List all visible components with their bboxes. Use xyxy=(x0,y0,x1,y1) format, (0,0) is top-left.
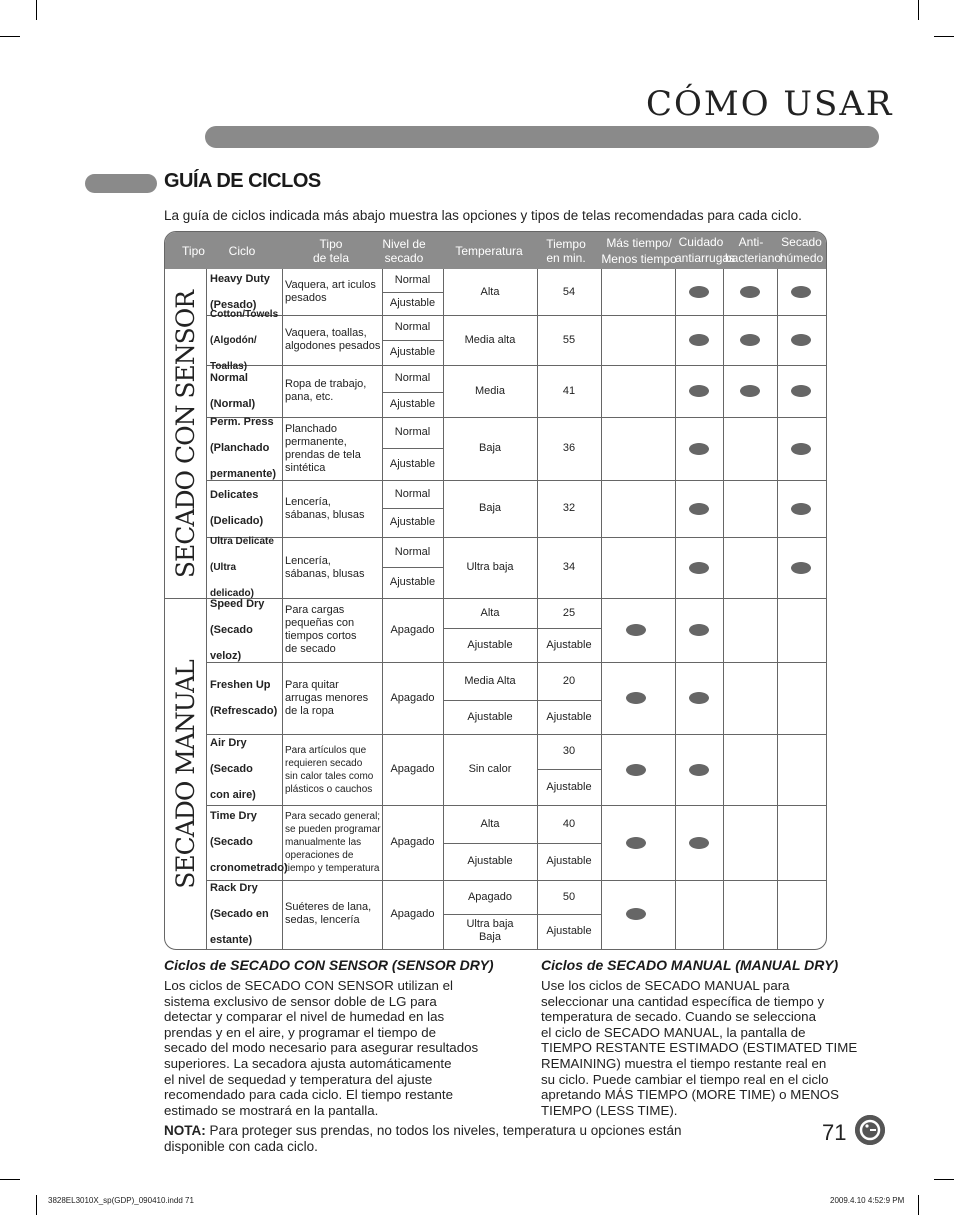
sensor-heading: Ciclos de SECADO CON SENSOR (SENSOR DRY) xyxy=(164,957,494,973)
level-cell: Apagado xyxy=(390,623,435,636)
time-cell: Ajustable xyxy=(546,924,592,937)
temp-cell: Apagado xyxy=(467,890,513,903)
option-dot xyxy=(791,562,811,574)
temp-cell: Sin calor xyxy=(468,763,512,775)
temp-cell: Media xyxy=(475,384,505,397)
level-cell: Normal xyxy=(394,321,431,333)
header-secado: Secado húmedo xyxy=(779,235,824,265)
temp-cell: Ajustable xyxy=(467,855,513,867)
table-line xyxy=(537,628,601,629)
time-cell: Ajustable xyxy=(546,710,592,723)
table-header xyxy=(165,232,826,269)
note-label: NOTA: xyxy=(164,1123,206,1138)
table-line xyxy=(537,914,601,915)
table-line xyxy=(382,508,443,509)
crop-mark xyxy=(934,1179,954,1180)
level-cell: Apagado xyxy=(390,691,435,704)
table-line xyxy=(382,567,443,568)
option-dot xyxy=(791,503,811,515)
option-dot xyxy=(689,837,709,849)
fabric-cell: Para artículos que requieren secado sin calor tales como plásticos o cauchos xyxy=(285,744,374,795)
cycle-name: Delicates (Delicado) xyxy=(210,489,264,527)
header-anti: Anti- bacteriano xyxy=(725,235,782,265)
level-cell: Ajustable xyxy=(389,346,436,358)
cycle-name: Rack Dry (Secado en estante) xyxy=(210,881,269,946)
header-temperatura: Temperatura xyxy=(455,244,523,258)
table-line xyxy=(443,843,537,844)
table-line xyxy=(537,700,601,701)
level-cell: Apagado xyxy=(390,836,435,848)
header-tipo-tela: Tipo de tela xyxy=(312,237,350,265)
table-line xyxy=(382,448,443,449)
time-cell: Ajustable xyxy=(546,780,592,793)
table-line xyxy=(601,269,602,949)
cycle-name: Perm. Press (Planchado permanente) xyxy=(210,416,277,480)
header-tiempo: Tiempo en min. xyxy=(546,237,586,265)
cycle-name: Normal (Normal) xyxy=(210,371,256,410)
option-dot xyxy=(689,443,709,455)
level-cell: Normal xyxy=(394,274,431,286)
footer-file: 3828EL3010X_sp(GDP)_090410.indd 71 xyxy=(48,1196,194,1205)
fabric-cell: Vaquera, toallas, algodones pesados xyxy=(285,327,381,352)
level-cell: Ajustable xyxy=(389,457,436,470)
table-line xyxy=(206,269,207,949)
cycle-name: Ultra Delicate (Ultra delicado) xyxy=(210,536,274,599)
option-dot xyxy=(689,334,709,346)
temp-cell: Alta xyxy=(480,606,500,619)
crop-mark xyxy=(0,36,20,37)
option-dot xyxy=(689,503,709,515)
time-cell: 40 xyxy=(562,817,576,830)
section-title: GUÍA DE CICLOS xyxy=(164,170,321,192)
table-line xyxy=(382,340,443,341)
temp-cell: Media alta xyxy=(464,333,516,346)
time-cell: Ajustable xyxy=(546,855,592,867)
table-line xyxy=(443,700,537,701)
option-dot xyxy=(626,624,646,636)
option-dot xyxy=(689,692,709,704)
level-cell: Normal xyxy=(394,426,431,438)
time-cell: 20 xyxy=(562,674,576,687)
temp-cell: Ajustable xyxy=(467,638,513,651)
header-nivel: Nivel de secado xyxy=(382,237,426,265)
level-cell: Normal xyxy=(394,487,431,500)
intro-text: La guía de ciclos indicada más abajo muestra las opciones y tipos de telas recomendadas para cada ciclo. xyxy=(164,208,802,223)
lg-logo xyxy=(855,1115,885,1145)
option-dot xyxy=(689,562,709,574)
header-bar xyxy=(205,126,879,148)
temp-cell: Ajustable xyxy=(467,710,513,723)
option-dot xyxy=(626,837,646,849)
table-line xyxy=(723,269,724,949)
table-line xyxy=(675,269,676,949)
crop-mark xyxy=(36,1195,37,1215)
cycle-name: Time Dry (Secado cronometrado) xyxy=(210,810,288,874)
time-cell: 55 xyxy=(562,333,576,346)
crop-mark xyxy=(918,0,919,20)
option-dot xyxy=(740,334,760,346)
table-line xyxy=(443,628,537,629)
crop-mark xyxy=(36,0,37,20)
temp-cell: Alta xyxy=(480,285,500,298)
option-dot xyxy=(626,764,646,776)
cycle-name: Heavy Duty (Pesado) xyxy=(210,272,270,311)
time-cell: 34 xyxy=(562,561,576,573)
cycle-table xyxy=(164,231,827,950)
page-title: CÓMO USAR xyxy=(646,84,894,124)
time-cell: 30 xyxy=(562,745,576,757)
option-dot xyxy=(791,385,811,397)
option-dot xyxy=(626,908,646,920)
table-line xyxy=(382,392,443,393)
header-ciclo: Ciclo xyxy=(228,244,256,258)
table-line xyxy=(777,269,778,949)
time-cell: 54 xyxy=(562,285,576,298)
fabric-cell: Para quitar arrugas menores de la ropa xyxy=(285,678,369,717)
note xyxy=(164,1123,744,1155)
side-label-manual: SECADO MANUAL xyxy=(171,659,200,889)
temp-cell: Ultra baja xyxy=(466,561,514,573)
fabric-cell: Lencería, sábanas, blusas xyxy=(285,495,365,521)
crop-mark xyxy=(934,36,954,37)
time-cell: 50 xyxy=(562,890,576,903)
level-cell: Ajustable xyxy=(389,516,436,528)
option-dot xyxy=(791,334,811,346)
temp-cell: Baja xyxy=(478,502,502,514)
cycle-name: Speed Dry (Secado veloz) xyxy=(210,597,265,662)
table-line xyxy=(537,843,601,844)
temp-cell: Baja xyxy=(478,442,502,454)
section-pill xyxy=(85,174,157,193)
fabric-cell: Ropa de trabajo, pana, etc. xyxy=(285,378,367,403)
level-cell: Ajustable xyxy=(389,576,436,588)
fabric-cell: Planchado permanente, prendas de tela sintética xyxy=(285,422,361,474)
side-label-sensor: SECADO CON SENSOR xyxy=(171,290,200,578)
note-text: Para proteger sus prendas, no todos los niveles, temperatura u opciones están disponible con cada ciclo. xyxy=(164,1123,682,1154)
temp-cell: Alta xyxy=(480,817,500,830)
manual-heading: Ciclos de SECADO MANUAL (MANUAL DRY) xyxy=(541,957,839,973)
level-cell: Apagado xyxy=(390,763,435,775)
level-cell: Ajustable xyxy=(389,398,436,410)
fabric-cell: Vaquera, art iculos pesados xyxy=(285,279,376,304)
manual-text: Use los ciclos de SECADO MANUAL para seleccionar una cantidad específica de tiempo y temperatura de secado. Cuando se selecciona el ciclo de SECADO MANUAL, la pantalla de TIEMPO RESTANTE ESTIMADO (ESTIMATED TIME REMAINING) muestra el tiempo restante real en su ciclo. Puede cambiar el tiempo real en el ciclo apretando MÁS TIEMPO (MORE TIME) o MENOS TIEMPO (LESS TIME). xyxy=(541,978,858,1118)
crop-mark xyxy=(0,1179,20,1180)
cycle-name: Cotton/Towels (Algodón/ Toallas) xyxy=(210,308,279,372)
option-dot xyxy=(689,385,709,397)
time-cell: 41 xyxy=(562,384,576,397)
footer-date: 2009.4.10 4:52:9 PM xyxy=(830,1196,905,1205)
option-dot xyxy=(689,764,709,776)
option-dot xyxy=(791,286,811,298)
time-cell: 32 xyxy=(562,502,576,514)
cycle-name: Freshen Up (Refrescado) xyxy=(210,678,278,717)
time-cell: 36 xyxy=(562,442,576,454)
level-cell: Normal xyxy=(394,372,431,384)
header-mas-tiempo: Más tiempo/ Menos tiempo xyxy=(601,236,677,266)
fabric-cell: Lencería, sábanas, blusas xyxy=(285,554,365,580)
table-line xyxy=(443,914,537,915)
fabric-cell: Para cargas pequeñas con tiempos cortos de secado xyxy=(285,604,357,655)
option-dot xyxy=(740,286,760,298)
table-line xyxy=(165,598,206,599)
temp-cell: Ultra baja Baja xyxy=(466,918,514,943)
table-line xyxy=(282,269,283,949)
temp-cell: Media Alta xyxy=(464,674,516,687)
fabric-cell: Para secado general; se pueden programar manualmente las operaciones de tiempo y temperatura xyxy=(285,811,381,874)
cycle-name: Air Dry (Secado con aire) xyxy=(210,737,256,801)
sensor-text: Los ciclos de SECADO CON SENSOR utilizan el sistema exclusivo de sensor doble de LG para detectar y comparar el nivel de humedad en las prendas y en el aire, y programar el tiempo de secado del modo necesario para asegurar resultados superiores. La secadora ajusta automáticamente el nivel de sequedad y temperatura del ajuste recomendado para cada ciclo. El tiempo restante estimado se mostrará en la pantalla. xyxy=(164,978,479,1118)
fabric-cell: Suéteres de lana, sedas, lencería xyxy=(285,901,372,926)
level-cell: Apagado xyxy=(390,907,435,920)
level-cell: Normal xyxy=(394,545,431,558)
table-line xyxy=(537,769,601,770)
option-dot xyxy=(791,443,811,455)
header-tipo: Tipo xyxy=(182,244,205,258)
crop-mark xyxy=(918,1195,919,1215)
option-dot xyxy=(689,624,709,636)
time-cell: 25 xyxy=(562,606,576,619)
option-dot xyxy=(689,286,709,298)
option-dot xyxy=(626,692,646,704)
time-cell: Ajustable xyxy=(546,638,592,651)
header-cuidado: Cuidado antiarrugas xyxy=(675,235,736,265)
level-cell: Ajustable xyxy=(389,297,436,309)
page-number: 71 xyxy=(822,1120,847,1145)
option-dot xyxy=(740,385,760,397)
table-line xyxy=(382,292,443,293)
